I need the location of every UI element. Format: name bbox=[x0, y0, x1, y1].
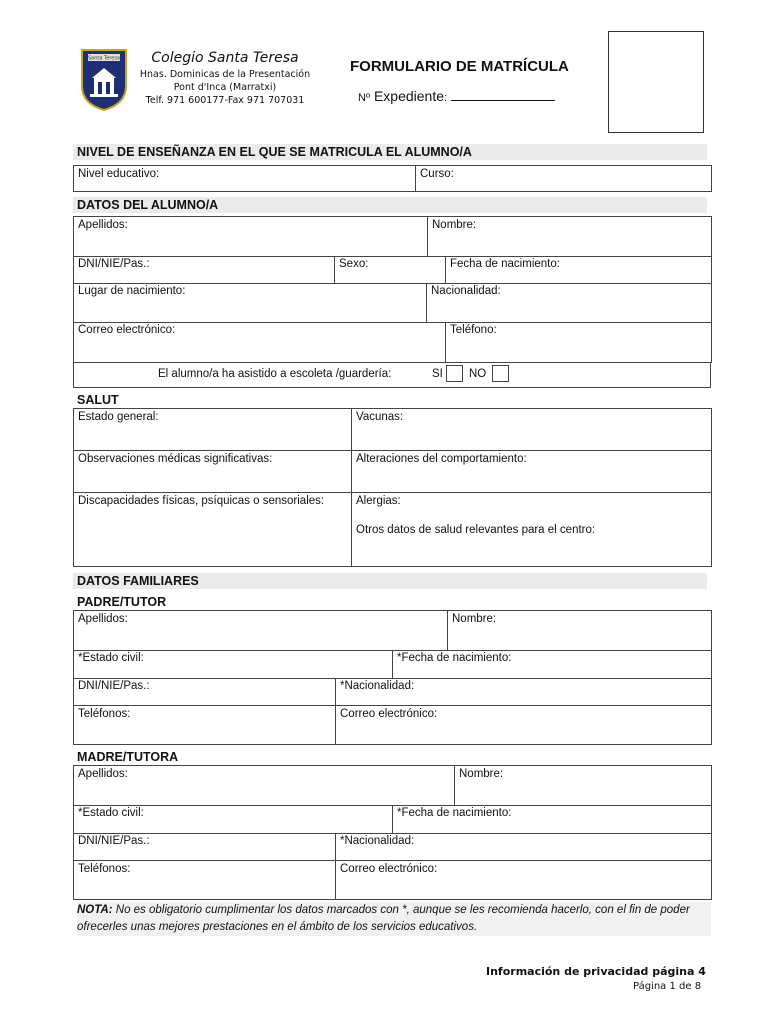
expediente-label: Expediente bbox=[373, 88, 445, 104]
estado-general-field[interactable] bbox=[74, 409, 352, 451]
madre-table-1 bbox=[73, 765, 712, 806]
madre-correo-label: Correo electrónico: bbox=[340, 862, 438, 875]
alumno-sexo-label: Sexo: bbox=[339, 258, 369, 270]
salut-section-title: SALUT bbox=[77, 393, 119, 407]
escoleta-no-checkbox[interactable] bbox=[492, 365, 509, 382]
school-name: Colegio Santa Teresa bbox=[151, 50, 299, 66]
madre-title: MADRE/TUTORA bbox=[77, 750, 179, 764]
alumno-table-4 bbox=[73, 322, 712, 363]
alumno-nacionalidad-field[interactable] bbox=[427, 283, 712, 322]
alumno-telefono-label: Teléfono: bbox=[450, 324, 497, 336]
expediente-field[interactable] bbox=[451, 88, 555, 101]
padre-apellidos-field[interactable] bbox=[74, 611, 448, 651]
madre-apellidos-field[interactable] bbox=[74, 766, 455, 806]
nivel-section-title: NIVEL DE ENSEÑANZA EN EL QUE SE MATRICULA EL ALUMNO/A bbox=[73, 144, 707, 160]
school-line-3: Telf. 971 600177-Fax 971 707031 bbox=[145, 95, 305, 106]
alumno-table-3 bbox=[73, 283, 712, 323]
padre-estado-civil-label: *Estado civil: bbox=[78, 652, 144, 664]
school-line-2: Pont d'Inca (Marratxi) bbox=[173, 82, 277, 93]
madre-table-3 bbox=[73, 833, 712, 900]
alumno-apellidos-field[interactable] bbox=[74, 217, 428, 257]
madre-estado-civil-field[interactable] bbox=[74, 805, 393, 833]
alumno-lugar-nac-label: Lugar de nacimiento: bbox=[78, 285, 186, 297]
padre-dni-label: DNI/NIE/Pas.: bbox=[78, 680, 150, 692]
alumno-dni-field[interactable] bbox=[74, 256, 335, 283]
alumno-sexo-field[interactable] bbox=[335, 256, 446, 283]
madre-nombre-label: Nombre: bbox=[459, 768, 504, 780]
padre-correo-label: Correo electrónico: bbox=[340, 707, 438, 720]
curso-label: Curso: bbox=[420, 168, 454, 180]
photo-box[interactable] bbox=[608, 31, 704, 133]
alumno-section-title: DATOS DEL ALUMNO/A bbox=[73, 197, 707, 213]
salut-table bbox=[73, 408, 712, 567]
madre-correo-field[interactable] bbox=[336, 860, 712, 899]
alumno-correo-label: Correo electrónico: bbox=[78, 324, 176, 336]
discapacidades-field[interactable] bbox=[74, 493, 352, 567]
alumno-fecha-nac-label: Fecha de nacimiento: bbox=[450, 258, 560, 270]
estado-general-label: Estado general: bbox=[78, 411, 159, 423]
page-number: Página 1 de 8 bbox=[633, 981, 702, 992]
escoleta-question: El alumno/a ha asistido a escoleta /guardería: bbox=[158, 368, 392, 380]
vacunas-field[interactable] bbox=[352, 409, 712, 451]
alumno-correo-field[interactable] bbox=[74, 322, 446, 362]
madre-telefonos-label: Teléfonos: bbox=[78, 862, 131, 875]
escoleta-no-label: NO bbox=[469, 368, 487, 380]
school-crest-logo bbox=[80, 48, 128, 112]
padre-fecha-nac-field[interactable] bbox=[393, 650, 712, 678]
vacunas-label: Vacunas: bbox=[356, 411, 404, 423]
padre-table-1 bbox=[73, 610, 712, 651]
svg-text:Santa Teresa: Santa Teresa bbox=[88, 55, 120, 62]
obs-medicas-label: Observaciones médicas significativas: bbox=[78, 453, 273, 465]
padre-nacionalidad-field[interactable] bbox=[336, 678, 712, 705]
curso-field[interactable] bbox=[416, 166, 712, 192]
madre-nombre-field[interactable] bbox=[455, 766, 712, 806]
alteraciones-label: Alteraciones del comportamiento: bbox=[356, 453, 527, 465]
nota-text bbox=[77, 902, 711, 936]
padre-table-3 bbox=[73, 678, 712, 745]
familiares-section-title: DATOS FAMILIARES bbox=[73, 573, 707, 589]
padre-table-2 bbox=[73, 650, 712, 679]
nota-label: NOTA: bbox=[77, 904, 113, 916]
obs-medicas-field[interactable] bbox=[74, 451, 352, 493]
madre-apellidos-label: Apellidos: bbox=[78, 768, 128, 780]
alteraciones-field[interactable] bbox=[352, 451, 712, 493]
padre-apellidos-label: Apellidos: bbox=[78, 613, 128, 625]
madre-dni-label: DNI/NIE/Pas.: bbox=[78, 835, 150, 847]
alergias-field[interactable] bbox=[352, 493, 712, 567]
padre-estado-civil-field[interactable] bbox=[74, 650, 393, 678]
padre-nombre-field[interactable] bbox=[448, 611, 712, 651]
padre-fecha-nac-label: *Fecha de nacimiento: bbox=[397, 652, 512, 664]
expediente-row bbox=[358, 88, 555, 104]
expediente-colon: : bbox=[444, 92, 448, 104]
escoleta-si-label: SI bbox=[432, 368, 443, 380]
alumno-nacionalidad-label: Nacionalidad: bbox=[431, 285, 501, 297]
alumno-nombre-label: Nombre: bbox=[432, 219, 477, 231]
alumno-nombre-field[interactable] bbox=[428, 217, 712, 257]
madre-fecha-nac-field[interactable] bbox=[393, 805, 712, 833]
padre-telefonos-field[interactable] bbox=[74, 705, 336, 744]
alumno-dni-label: DNI/NIE/Pas.: bbox=[78, 258, 150, 270]
alumno-table-2 bbox=[73, 256, 712, 284]
privacy-info: Información de privacidad página 4 bbox=[486, 965, 706, 978]
nivel-educativo-label: Nivel educativo: bbox=[78, 168, 160, 180]
alumno-apellidos-label: Apellidos: bbox=[78, 219, 128, 231]
madre-telefonos-field[interactable] bbox=[74, 860, 336, 899]
padre-title: PADRE/TUTOR bbox=[77, 595, 167, 609]
escoleta-si-checkbox[interactable] bbox=[446, 365, 463, 382]
escoleta-row bbox=[73, 362, 711, 388]
alergias-label: Alergias: bbox=[356, 495, 401, 507]
expediente-prefix: Nº bbox=[358, 92, 370, 104]
alumno-table-1 bbox=[73, 216, 712, 257]
school-line-1: Hnas. Dominicas de la Presentación bbox=[139, 69, 311, 80]
otros-salud-label: Otros datos de salud relevantes para el centro: bbox=[356, 524, 596, 536]
madre-estado-civil-label: *Estado civil: bbox=[78, 807, 144, 819]
discapacidades-label: Discapacidades físicas, psíquicas o sensoriales: bbox=[78, 495, 325, 507]
padre-telefonos-label: Teléfonos: bbox=[78, 707, 131, 720]
form-title: FORMULARIO DE MATRÍCULA bbox=[350, 58, 569, 75]
nivel-educativo-field[interactable] bbox=[74, 166, 416, 192]
madre-fecha-nac-label: *Fecha de nacimiento: bbox=[397, 807, 512, 819]
madre-table-2 bbox=[73, 805, 712, 834]
padre-correo-field[interactable] bbox=[336, 705, 712, 744]
alumno-lugar-nac-field[interactable] bbox=[74, 283, 427, 322]
madre-nacionalidad-label: *Nacionalidad: bbox=[340, 835, 415, 847]
alumno-telefono-field[interactable] bbox=[446, 322, 712, 362]
nivel-table bbox=[73, 165, 712, 192]
alumno-fecha-nac-field[interactable] bbox=[446, 256, 712, 283]
madre-dni-field[interactable] bbox=[74, 833, 336, 860]
padre-dni-field[interactable] bbox=[74, 678, 336, 705]
padre-nombre-label: Nombre: bbox=[452, 613, 497, 625]
madre-nacionalidad-field[interactable] bbox=[336, 833, 712, 860]
padre-nacionalidad-label: *Nacionalidad: bbox=[340, 680, 415, 692]
nota-body: No es obligatorio cumplimentar los datos marcados con *, aunque se les recomienda hacerlo, con el fin de poder ofrecerles unas mejores prestaciones en el ámbito de los servicios educativos. bbox=[77, 904, 690, 933]
